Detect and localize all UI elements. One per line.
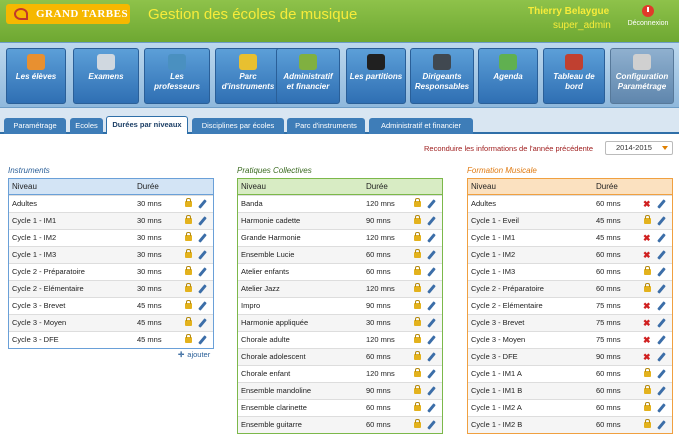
edit-icon[interactable] [657,284,666,294]
panel-title: Instruments [8,166,50,175]
row-duree: 60 mns [596,267,621,276]
edit-icon[interactable] [198,284,207,294]
menu-item-label: Parc d'instruments [221,72,275,91]
row-duree: 60 mns [596,369,621,378]
row-duree: 75 mns [596,318,621,327]
row-duree: 30 mns [137,216,162,225]
edit-icon[interactable] [657,318,666,328]
row-niveau: Cycle 1 - IM2 A [471,403,522,412]
table-header [468,179,672,195]
row-niveau: Chorale adolescent [241,352,306,361]
row-duree: 60 mns [366,403,391,412]
edit-icon[interactable] [427,386,436,396]
table-row [468,195,672,212]
table-row [468,280,672,297]
chevron-down-icon [662,146,668,150]
row-niveau: Adultes [12,199,38,208]
row-duree: 60 mns [596,284,621,293]
year-select-value: 2014-2015 [616,143,652,152]
row-duree: 60 mns [596,386,621,395]
row-niveau: Cycle 2 - Préparatoire [12,267,85,276]
table-row [238,416,442,433]
lock-icon[interactable] [414,405,421,411]
column-header-niveau[interactable]: Niveau [241,182,266,191]
edit-icon[interactable] [198,199,207,209]
edit-icon[interactable] [198,301,207,311]
app-title: Gestion des écoles de musique [148,6,358,23]
column-header-niveau[interactable]: Niveau [12,182,37,191]
lock-icon[interactable] [185,269,192,275]
row-duree: 120 mns [366,369,395,378]
edit-icon[interactable] [198,267,207,277]
edit-icon[interactable] [198,318,207,328]
grand-tarbes-logo[interactable] [6,4,130,24]
row-niveau: Ensemble guitarre [241,420,302,429]
lock-icon[interactable] [414,269,421,275]
menu-item-label: Les professeurs [154,72,200,91]
edit-icon[interactable] [427,318,436,328]
row-niveau: Cycle 1 - IM1 A [471,369,522,378]
lock-icon[interactable] [414,286,421,292]
delete-icon[interactable]: ✖ [643,335,651,345]
lock-icon[interactable] [644,405,651,411]
table-row [238,365,442,382]
edit-icon[interactable] [657,369,666,379]
row-niveau: Banda [241,199,263,208]
row-duree: 30 mns [137,199,162,208]
row-duree: 30 mns [137,267,162,276]
lock-icon[interactable] [414,252,421,258]
row-duree: 30 mns [137,233,162,242]
menu-item-6[interactable] [346,48,406,104]
row-duree: 45 mns [137,301,162,310]
row-niveau: Ensemble mandoline [241,386,312,395]
table-row [238,280,442,297]
row-niveau: Cycle 3 - Moyen [471,335,526,344]
level-table [8,178,214,349]
menu-item-4[interactable] [215,48,281,104]
menu-item-label: Examens [88,72,124,81]
row-niveau: Cycle 1 - Eveil [471,216,519,225]
row-niveau: Cycle 1 - IM3 [471,267,516,276]
table-row [238,297,442,314]
menu-item-1[interactable] [6,48,66,104]
table-header [238,179,442,195]
lock-icon[interactable] [414,303,421,309]
row-duree: 30 mns [137,250,162,259]
menu-item-label: Les élèves [15,72,57,81]
music-notes-icon [367,54,385,70]
calendar-icon [499,54,517,70]
edit-icon[interactable] [427,233,436,243]
top-header [0,0,679,42]
home-icon [565,54,583,70]
table-row [238,348,442,365]
row-duree: 45 mns [596,233,621,242]
reconduire-link[interactable]: Reconduire les informations de l'année précédente [424,144,594,153]
menu-item-label: Administratif et financier [283,72,333,91]
lock-icon[interactable] [185,320,192,326]
menu-item-7[interactable] [410,48,474,104]
edit-icon[interactable] [657,267,666,277]
lock-icon[interactable] [644,422,651,428]
table-row [238,314,442,331]
row-niveau: Grande Harmonie [241,233,301,242]
row-duree: 45 mns [137,335,162,344]
edit-icon[interactable] [198,250,207,260]
edit-icon[interactable] [198,216,207,226]
menu-item-label: Dirigeants Responsables [414,72,470,91]
row-duree: 60 mns [366,250,391,259]
year-select[interactable] [605,141,673,155]
table-row [468,365,672,382]
row-duree: 60 mns [596,420,621,429]
tab-4[interactable]: Disciplines par écoles [192,118,284,134]
row-niveau: Ensemble Lucie [241,250,295,259]
menu-item-2[interactable] [73,48,139,104]
table-row [238,246,442,263]
edit-icon[interactable] [427,420,436,430]
table-row [468,399,672,416]
tab-3[interactable]: Durées par niveaux [106,116,188,134]
menu-item-5[interactable] [276,48,340,104]
logout-button[interactable] [623,5,673,27]
edit-icon[interactable] [657,335,666,345]
table-row [238,382,442,399]
row-niveau: Cycle 1 - IM1 [12,216,57,225]
delete-icon[interactable]: ✖ [643,318,651,328]
table-row [468,416,672,433]
row-duree: 60 mns [596,250,621,259]
table-row [238,229,442,246]
tools-icon [633,54,651,70]
table-row [9,212,213,229]
row-niveau: Cycle 1 - IM2 B [471,420,523,429]
row-duree: 60 mns [366,420,391,429]
tab-5[interactable]: Parc d'instruments [287,118,365,134]
edit-icon[interactable] [427,250,436,260]
row-niveau: Cycle 3 - DFE [471,352,518,361]
table-row [238,331,442,348]
table-row [9,246,213,263]
edit-icon[interactable] [427,284,436,294]
lock-icon[interactable] [644,388,651,394]
table-row [468,297,672,314]
level-table [467,178,673,434]
row-niveau: Cycle 3 - DFE [12,335,59,344]
row-duree: 45 mns [596,216,621,225]
column-header-duree[interactable]: Durée [366,182,388,191]
lock-icon[interactable] [644,286,651,292]
lock-icon[interactable] [414,422,421,428]
row-niveau: Harmonie cadette [241,216,301,225]
row-duree: 120 mns [366,233,395,242]
edit-icon[interactable] [198,233,207,243]
table-row [238,263,442,280]
user-name: Thierry Belaygue [528,6,610,17]
lock-icon[interactable] [644,269,651,275]
table-row [9,280,213,297]
row-niveau: Cycle 1 - IM2 [471,250,516,259]
row-niveau: Cycle 1 - IM3 [12,250,57,259]
delete-icon[interactable]: ✖ [643,250,651,260]
menu-item-8[interactable] [478,48,538,104]
menu-item-label: Configuration Paramétrage [615,72,669,91]
edit-icon[interactable] [427,199,436,209]
table-row [9,314,213,331]
power-icon [642,5,654,17]
sub-tabs [0,108,679,134]
table-row [238,399,442,416]
add-instrument-level-button[interactable] [178,350,210,359]
edit-icon[interactable] [427,352,436,362]
table-row [9,229,213,246]
tab-1[interactable]: Paramétrage [4,118,66,134]
row-duree: 60 mns [596,403,621,412]
table-header [9,179,213,195]
lock-icon[interactable] [185,337,192,343]
column-header-niveau[interactable]: Niveau [471,182,496,191]
row-duree: 120 mns [366,335,395,344]
finance-icon [299,54,317,70]
panel-title: Formation Musicale [467,166,537,175]
table-row [468,331,672,348]
lock-icon[interactable] [185,218,192,224]
logo-text: GRAND TARBES [36,8,129,20]
edit-icon[interactable] [427,335,436,345]
row-duree: 120 mns [366,284,395,293]
table-row [468,314,672,331]
table-row [9,331,213,348]
lock-icon[interactable] [185,235,192,241]
row-niveau: Impro [241,301,261,310]
row-duree: 75 mns [596,301,621,310]
table-row [9,297,213,314]
edit-icon[interactable] [657,199,666,209]
table-row [468,263,672,280]
delete-icon[interactable]: ✖ [643,352,651,362]
table-row [238,212,442,229]
edit-icon[interactable] [427,403,436,413]
row-duree: 90 mns [366,301,391,310]
lock-icon[interactable] [185,286,192,292]
table-row [468,348,672,365]
edit-icon[interactable] [657,352,666,362]
lock-icon[interactable] [185,252,192,258]
row-niveau: Harmonie appliquée [241,318,309,327]
column-header-duree[interactable]: Durée [137,182,159,191]
menu-item-label: Agenda [493,72,523,81]
row-niveau: Cycle 1 - IM1 B [471,386,523,395]
row-duree: 90 mns [366,386,391,395]
row-duree: 75 mns [596,335,621,344]
edit-icon[interactable] [657,233,666,243]
edit-icon[interactable] [657,301,666,311]
table-row [468,229,672,246]
lock-icon[interactable] [644,371,651,377]
edit-icon[interactable] [657,403,666,413]
row-duree: 60 mns [366,267,391,276]
edit-icon[interactable] [427,301,436,311]
delete-icon[interactable]: ✖ [643,233,651,243]
tab-2[interactable]: Ecoles [70,118,103,134]
table-row [468,212,672,229]
lock-icon[interactable] [185,201,192,207]
edit-icon[interactable] [657,386,666,396]
table-row [9,195,213,212]
panel-title: Pratiques Collectives [237,166,312,175]
menu-item-3[interactable] [144,48,210,104]
row-niveau: Cycle 2 - Elémentaire [471,301,543,310]
edit-icon[interactable] [657,250,666,260]
delete-icon[interactable]: ✖ [643,301,651,311]
edit-icon[interactable] [198,335,207,345]
lock-icon[interactable] [414,235,421,241]
lock-icon[interactable] [644,218,651,224]
row-duree: 60 mns [366,352,391,361]
row-niveau: Atelier enfants [241,267,289,276]
row-niveau: Cycle 3 - Moyen [12,318,67,327]
lock-icon[interactable] [185,303,192,309]
row-duree: 60 mns [596,199,621,208]
add-icon: ✛ [178,350,185,359]
logo-icon [14,8,28,20]
row-duree: 30 mns [137,284,162,293]
column-header-duree[interactable]: Durée [596,182,618,191]
user-role: super_admin [553,20,611,31]
lock-icon[interactable] [414,337,421,343]
menu-item-10[interactable] [610,48,674,104]
row-niveau: Adultes [471,199,497,208]
row-niveau: Cycle 2 - Elémentaire [12,284,84,293]
row-duree: 30 mns [366,318,391,327]
row-duree: 90 mns [366,216,391,225]
main-menu [0,42,679,108]
table-row [9,263,213,280]
menu-item-label: Les partitions [349,72,403,81]
row-niveau: Chorale adulte [241,335,290,344]
lock-icon[interactable] [414,320,421,326]
row-duree: 45 mns [137,318,162,327]
row-duree: 90 mns [596,352,621,361]
teachers-icon [168,54,186,70]
table-row [468,382,672,399]
edit-icon[interactable] [427,369,436,379]
tab-6[interactable]: Administratif et financier [369,118,473,134]
row-niveau: Cycle 1 - IM2 [12,233,57,242]
edit-icon[interactable] [657,420,666,430]
row-niveau: Chorale enfant [241,369,291,378]
row-niveau: Cycle 3 - Brevet [471,318,525,327]
lock-icon[interactable] [414,201,421,207]
exam-icon [97,54,115,70]
saxophone-icon [239,54,257,70]
row-niveau: Atelier Jazz [241,284,280,293]
edit-icon[interactable] [427,216,436,226]
managers-icon [433,54,451,70]
row-niveau: Cycle 1 - IM1 [471,233,516,242]
row-duree: 120 mns [366,199,395,208]
menu-item-label: Tableau de bord [553,72,595,91]
row-niveau: Cycle 2 - Préparatoire [471,284,544,293]
table-row [468,246,672,263]
lock-icon[interactable] [414,354,421,360]
add-label: ajouter [187,350,211,359]
delete-icon[interactable]: ✖ [643,199,651,209]
edit-icon[interactable] [427,267,436,277]
lock-icon[interactable] [414,371,421,377]
lock-icon[interactable] [414,218,421,224]
table-row [238,195,442,212]
row-niveau: Ensemble clarinette [241,403,307,412]
level-table [237,178,443,434]
edit-icon[interactable] [657,216,666,226]
students-icon [27,54,45,70]
lock-icon[interactable] [414,388,421,394]
menu-item-9[interactable] [543,48,605,104]
logout-label: Déconnexion [627,20,669,27]
row-niveau: Cycle 3 - Brevet [12,301,66,310]
